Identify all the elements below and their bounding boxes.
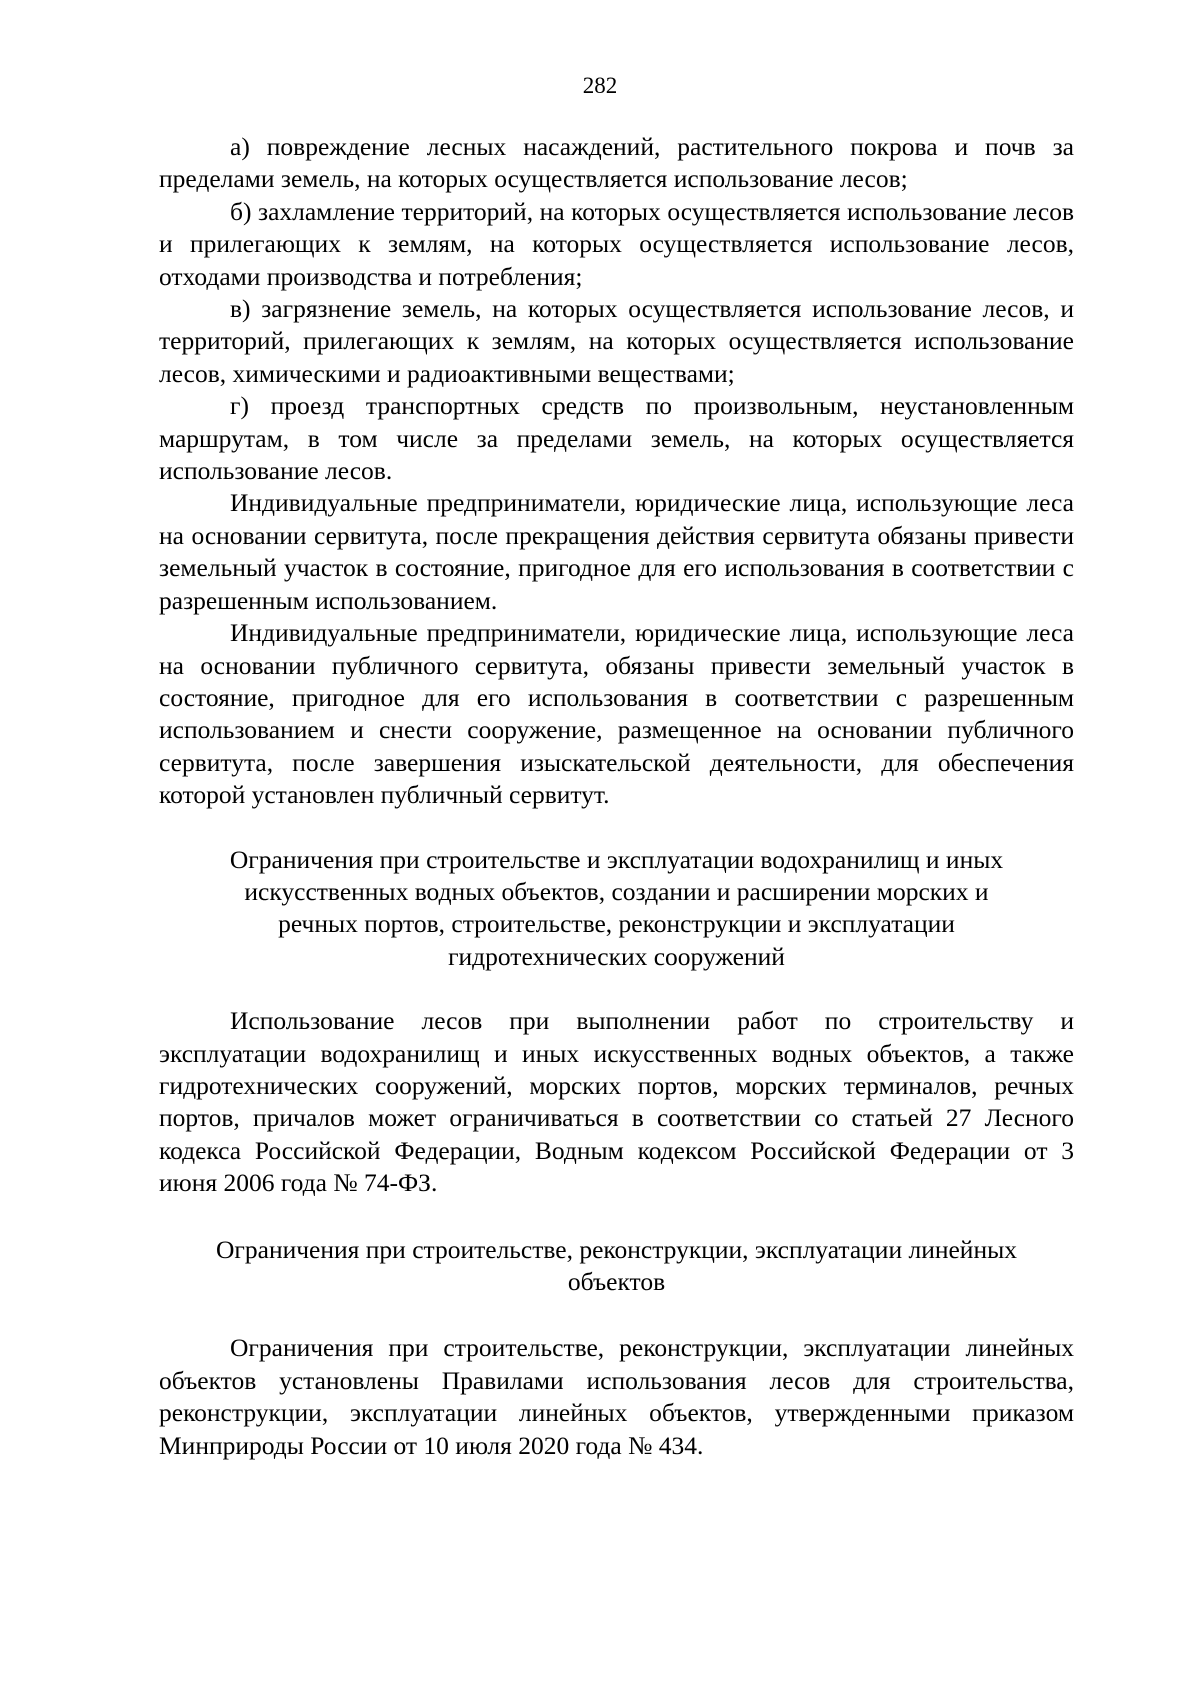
heading-line: объектов (567, 1267, 666, 1296)
heading-line: Ограничения при строительстве, реконструкции, эксплуатации линейных (216, 1234, 1017, 1264)
paragraph-linear-restrictions: Ограничения при строительстве, реконструкции, эксплуатации линейных объектов установлены Правилами использования лесов для строительства, реконструкции, эксплуатации линейных объектов, утвержденными приказом Минприроды России от 10 июля 2020 года № 434. (159, 1333, 1074, 1460)
paragraph-servitude-obligation: Индивидуальные предприниматели, юридические лица, использующие леса на основании сервитута, после прекращения действия сервитута обязаны привести земельный участок в состояние, пригодное для его использования в соответствии с разрешенным использованием. (159, 488, 1074, 615)
paragraph-hydro-restrictions: Использование лесов при выполнении работ по строительству и эксплуатации водохранилищ и иных искусственных водных объектов, а также гидротехнических сооружений, морских портов, морских терминалов, речных портов, причалов может ограничиваться в соответствии со статьей 27 Лесного кодекса Российской Федерации, Водным кодексом Российской Федерации от 3 июня 2006 года № 74-ФЗ. (159, 1006, 1074, 1198)
heading-line: искусственных водных объектов, создании и расширении морских и (244, 876, 989, 906)
heading-line: гидротехнических сооружений (448, 941, 785, 971)
section-heading-linear (159, 1234, 1074, 1299)
heading-line: Ограничения при строительстве и эксплуатации водохранилищ и иных (229, 844, 1004, 874)
paragraph-vehicle-passage: г) проезд транспортных средств по произвольным, неустановленным маршрутам, в том числе за пределами земель, на которых осуществляется использование лесов. (159, 391, 1074, 486)
heading-line: речных портов, строительстве, реконструкции и эксплуатации (278, 909, 955, 939)
paragraph-pollution: в) загрязнение земель, на которых осуществляется использование лесов, и территорий, прилегающих к землям, на которых осуществляется использование лесов, химическими и радиоактивными веществами; (159, 294, 1074, 388)
paragraph-public-servitude-obligation: Индивидуальные предприниматели, юридические лица, использующие леса на основании публичного сервитута, обязаны привести земельный участок в состояние, пригодное для его использования в соответствии с разрешенным использованием и снести сооружение, размещенное на основании публичного сервитута, после завершения изыскательской деятельности, для обеспечения которой установлен публичный сервитут. (159, 618, 1074, 810)
document-body (159, 131, 1074, 1462)
page-number: 282 (582, 73, 618, 98)
section-heading-hydro (159, 844, 1074, 974)
paragraph-littering: б) захламление территорий, на которых осуществляется использование лесов и прилегающих к землям, на которых осуществляется использование лесов, отходами производства и потребления; (159, 196, 1074, 291)
paragraph-damage: а) повреждение лесных насаждений, растительного покрова и почв за пределами земель, на которых осуществляется использование лесов; (159, 132, 1074, 194)
